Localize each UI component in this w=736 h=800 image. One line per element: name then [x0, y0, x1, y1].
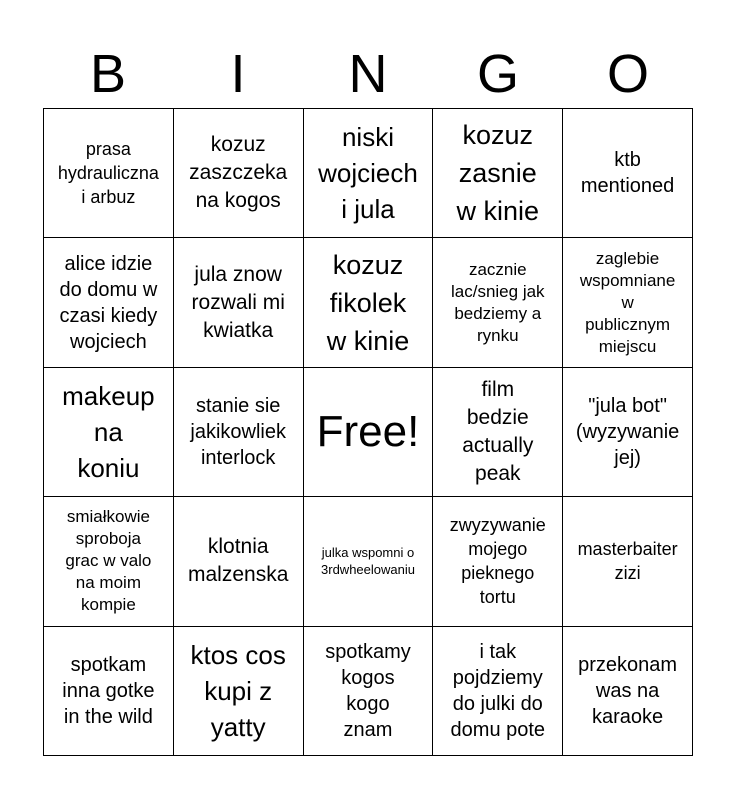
cell-text: kozuz zasnie w kinie: [456, 120, 540, 227]
bingo-cell[interactable]: [433, 238, 563, 367]
cell-text: spotkamy kogos kogo znam: [325, 640, 411, 741]
cell-text: niski wojciech i jula: [318, 122, 418, 225]
cell-text: kozuz fikolek w kinie: [326, 249, 410, 356]
bingo-cell[interactable]: [174, 497, 304, 626]
bingo-cell[interactable]: [44, 109, 174, 238]
cell-text: film bedzie actually peak: [462, 377, 534, 485]
bingo-cell[interactable]: [563, 497, 693, 626]
cell-text: julka wspomni o 3rdwheelowaniu: [321, 545, 415, 578]
bingo-cell[interactable]: [433, 368, 563, 497]
header-letter-g: G: [476, 44, 519, 104]
free-space-cell[interactable]: [304, 368, 434, 497]
bingo-cell[interactable]: [433, 109, 563, 238]
free-space-label: Free!: [316, 406, 420, 456]
header-letter-o: O: [606, 44, 649, 104]
cell-text: jula znow rozwali mi kwiatka: [191, 262, 285, 342]
bingo-cell[interactable]: [563, 627, 693, 756]
bingo-cell[interactable]: [44, 497, 174, 626]
bingo-cell[interactable]: [174, 109, 304, 238]
bingo-cell[interactable]: [563, 109, 693, 238]
bingo-cell[interactable]: [44, 627, 174, 756]
cell-text: zwyzywanie mojego pieknego tortu: [449, 515, 546, 608]
cell-text: masterbaiter zizi: [577, 539, 678, 584]
cell-text: "jula bot" (wyzywanie jej): [575, 394, 680, 469]
bingo-cell[interactable]: [433, 497, 563, 626]
bingo-cell[interactable]: [304, 238, 434, 367]
bingo-cell[interactable]: [44, 368, 174, 497]
bingo-cell[interactable]: [44, 238, 174, 367]
cell-text: prasa hydrauliczna i arbuz: [57, 139, 159, 208]
header-letter-n: N: [348, 44, 388, 104]
bingo-cell[interactable]: [563, 238, 693, 367]
bingo-cell[interactable]: [304, 627, 434, 756]
cell-text: stanie sie jakikowliek interlock: [190, 394, 286, 469]
cell-text: makeup na koniu: [62, 380, 155, 483]
header-letter-i: I: [230, 44, 246, 104]
cell-text: alice idzie do domu w czasi kiedy wojciech: [59, 252, 158, 353]
cell-text: zaglebie wspomniane w publicznym miejscu: [579, 248, 676, 356]
cell-text: zacznie lac/snieg jak bedziemy a rynku: [451, 259, 545, 345]
cell-text: ktb mentioned: [580, 149, 675, 198]
bingo-cell[interactable]: [304, 109, 434, 238]
bingo-cell[interactable]: [433, 627, 563, 756]
cell-text: spotkam inna gotke in the wild: [62, 653, 155, 728]
bingo-board: [43, 108, 693, 756]
cell-text: i tak pojdziemy do julki do domu pote: [450, 640, 546, 741]
bingo-cell[interactable]: [174, 627, 304, 756]
bingo-header: [43, 40, 693, 108]
cell-text: klotnia malzenska: [188, 535, 289, 587]
bingo-cell[interactable]: [174, 368, 304, 497]
bingo-cell[interactable]: [174, 238, 304, 367]
cell-text: smiałkowie sproboja grac w valo na moim kompie: [65, 507, 152, 615]
bingo-cell[interactable]: [563, 368, 693, 497]
header-letter-b: B: [89, 44, 127, 104]
cell-text: ktos cos kupi z yatty: [190, 639, 286, 742]
cell-text: przekonam was na karaoke: [578, 653, 678, 728]
cell-text: kozuz zaszczeka na kogos: [189, 133, 288, 213]
bingo-cell[interactable]: [304, 497, 434, 626]
